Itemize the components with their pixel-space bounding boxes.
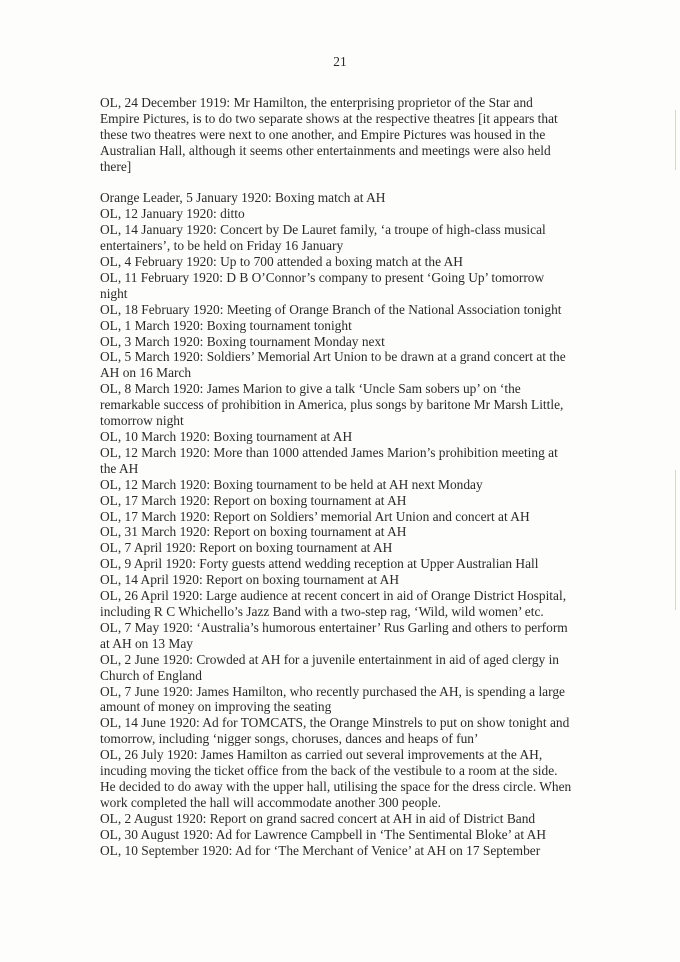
entry-item: OL, 31 March 1920: Report on boxing tournament at AH: [100, 524, 407, 540]
entry-item: OL, 18 February 1920: Meeting of Orange Branch of the National Association tonight: [100, 301, 562, 317]
entry-item: OL, 10 September 1920: Ad for ‘The Merchant of Venice’ at AH on 17 September: [100, 842, 541, 858]
intro-paragraph: OL, 24 December 1919: Mr Hamilton, the enterprising proprietor of the Star and Empire Pictures, is to do two separate shows at the respective theatres [it appears that these two theatres were next to one another, and Empire Pictures was housed in the Australian Hall, although it seems other entertainments and meetings were also held there]: [100, 95, 558, 174]
entry-item: OL, 1 March 1920: Boxing tournament tonight: [100, 317, 352, 333]
entry-item: OL, 12 March 1920: More than 1000 attended James Marion’s prohibition meeting at the AH: [100, 444, 558, 476]
entry-item: OL, 17 March 1920: Report on boxing tournament at AH: [100, 492, 407, 508]
entry-item: OL, 2 August 1920: Report on grand sacred concert at AH in aid of District Band: [100, 810, 536, 826]
page-number: 21: [333, 54, 347, 69]
entry-item: OL, 17 March 1920: Report on Soldiers’ memorial Art Union and concert at AH: [100, 508, 530, 524]
entry-item: OL, 4 February 1920: Up to 700 attended a boxing match at the AH: [100, 254, 463, 270]
entry-list: [100, 190, 575, 858]
entry-item: OL, 3 March 1920: Boxing tournament Monday next: [100, 333, 385, 349]
entry-item: OL, 14 April 1920: Report on boxing tournament at AH: [100, 572, 400, 588]
scan-edge-mark: [675, 110, 676, 170]
entry-item: OL, 5 March 1920: Soldiers’ Memorial Art Union to be drawn at a grand concert at the AH on 16 March: [100, 349, 566, 381]
entry-item: OL, 26 April 1920: Large audience at recent concert in aid of Orange District Hospital, including R C Whichello’s Jazz Band with a two-step rag, ‘Wild, wild women’ etc.: [100, 588, 567, 619]
entry-item: OL, 7 May 1920: ‘Australia’s humorous entertainer’ Rus Garling and others to perform at AH on 13 May: [100, 619, 568, 651]
entry-item: OL, 8 March 1920: James Marion to give a talk ‘Uncle Sam sobers up’ on ‘the remarkable success of prohibition in America, plus songs by baritone Mr Marsh Little, tomorrow night: [100, 381, 564, 429]
entry-item: OL, 12 March 1920: Boxing tournament to be held at AH next Monday: [100, 476, 483, 492]
entry-item: OL, 2 June 1920: Crowded at AH for a juvenile entertainment in aid of aged clergy in Church of England: [100, 651, 560, 683]
entry-item: OL, 7 April 1920: Report on boxing tournament at AH: [100, 540, 393, 556]
entry-item: OL, 10 March 1920: Boxing tournament at AH: [100, 429, 353, 445]
entry-item: OL, 12 January 1920: ditto: [100, 206, 245, 222]
document-body: [100, 95, 575, 858]
entry-item: OL, 7 June 1920: James Hamilton, who recently purchased the AH, is spending a large amount of money on improving the seating: [100, 683, 565, 715]
entry-item: OL, 30 August 1920: Ad for Lawrence Campbell in ‘The Sentimental Bloke’ at AH: [100, 826, 547, 842]
entry-item: Orange Leader, 5 January 1920: Boxing match at AH: [100, 190, 386, 206]
scan-edge-mark: [675, 470, 676, 610]
entry-item: OL, 11 February 1920: D B O’Connor’s company to present ‘Going Up’ tomorrow night: [100, 269, 545, 301]
entry-item: OL, 9 April 1920: Forty guests attend wedding reception at Upper Australian Hall: [100, 556, 539, 572]
entry-item: OL, 26 July 1920: James Hamilton as carried out several improvements at the AH, incuding moving the ticket office from the back of the vestibule to a room at the side. He decided to do away with the upper hall, utilising the space for the dress circle. When work completed the hall will accommodate another 300 people.: [100, 747, 572, 810]
entry-item: OL, 14 June 1920: Ad for TOMCATS, the Orange Minstrels to put on show tonight and tomorrow, including ‘nigger songs, choruses, dances and heaps of fun’: [100, 715, 570, 747]
entry-item: OL, 14 January 1920: Concert by De Lauret family, ‘a troupe of high-class musical entertainers’, to be held on Friday 16 January: [100, 222, 546, 254]
